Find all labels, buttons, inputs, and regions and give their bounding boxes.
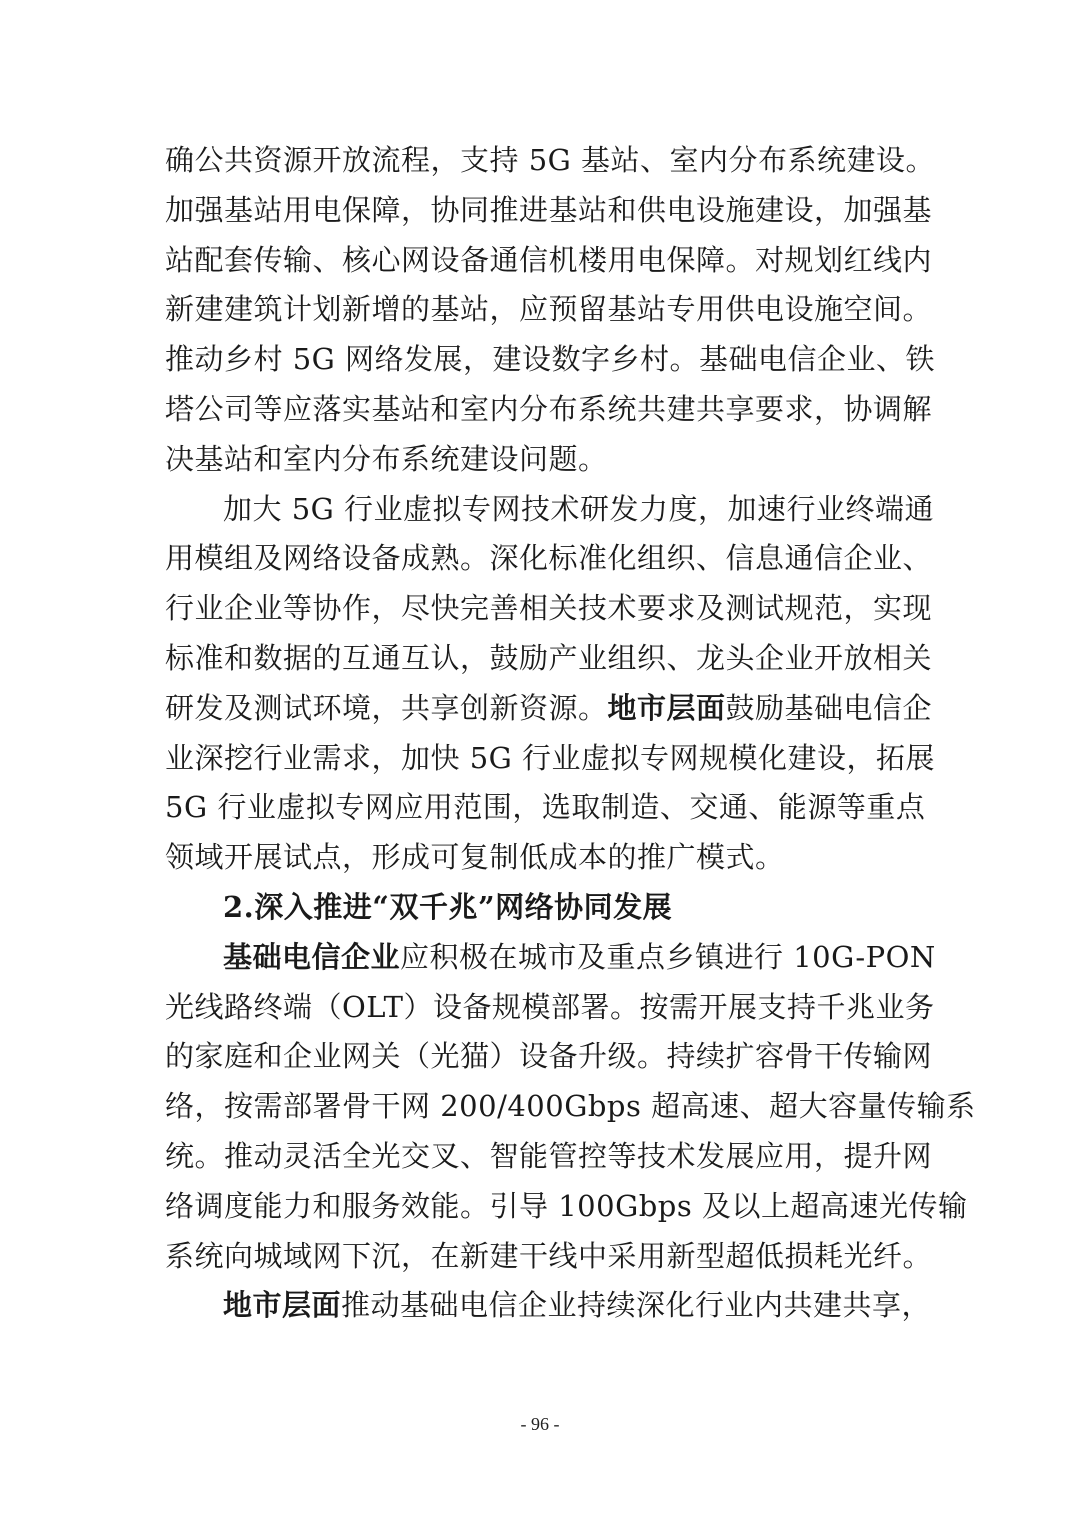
text-line: 加强基站用电保障，协同推进基站和供电设施建设，加强基 <box>165 192 933 227</box>
body-text <box>165 136 976 1331</box>
text-line: 站配套传输、核心网设备通信机楼用电保障。对规划红线内 <box>165 242 933 277</box>
text-line: 系统向城域网下沉，在新建干线中采用新型超低损耗光纤。 <box>165 1238 933 1273</box>
bold-term: 地市层面 <box>223 1288 342 1323</box>
text-line <box>165 933 936 983</box>
text-line: 络调度能力和服务效能。引导 100Gbps 及以上超高速光传输 <box>165 1188 968 1223</box>
text-line: 塔公司等应落实基站和室内分布系统共建共享要求，协调解 <box>165 391 933 426</box>
text-line: 用模组及网络设备成熟。深化标准化组织、信息通信企业、 <box>165 541 933 576</box>
text-line: 5G 行业虚拟专网应用范围，选取制造、交通、能源等重点 <box>165 790 926 825</box>
text-line: 统。推动灵活全光交叉、智能管控等技术发展应用，提升网 <box>165 1138 933 1173</box>
text-line: 光线路终端（OLT）设备规模部署。按需开展支持千兆业务 <box>165 989 935 1024</box>
text-segment: 应积极在城市及重点乡镇进行 10G-PON <box>400 939 936 974</box>
section-heading: 2.深入推进“双千兆”网络协同发展 <box>223 889 673 924</box>
bold-term: 地市层面 <box>607 690 726 725</box>
text-line: 推动乡村 5G 网络发展，建设数字乡村。基础电信企业、铁 <box>165 342 936 377</box>
text-line: 新建建筑计划新增的基站，应预留基站专用供电设施空间。 <box>165 292 933 327</box>
text-line: 领域开展试点，形成可复制低成本的推广模式。 <box>165 840 785 875</box>
text-segment: 研发及测试环境，共享创新资源。 <box>165 690 608 725</box>
text-line: 的家庭和企业网关（光猫）设备升级。持续扩容骨干传输网 <box>165 1039 933 1074</box>
text-segment: 推动基础电信企业持续深化行业内共建共享， <box>341 1288 932 1323</box>
text-line: 标准和数据的互通互认，鼓励产业组织、龙头企业开放相关 <box>165 640 933 675</box>
text-line <box>165 684 933 734</box>
text-line: 行业企业等协作，尽快完善相关技术要求及测试规范，实现 <box>165 591 933 626</box>
text-line: 加大 5G 行业虚拟专网技术研发力度，加速行业终端通 <box>223 491 935 526</box>
text-line: 决基站和室内分布系统建设问题。 <box>165 441 608 476</box>
text-line: 络，按需部署骨干网 200/400Gbps 超高速、超大容量传输系 <box>165 1089 976 1124</box>
text-segment: 鼓励基础电信企 <box>725 690 933 725</box>
page-number: - 96 - <box>520 1414 560 1434</box>
text-line <box>165 1281 932 1331</box>
text-line: 业深挖行业需求，加快 5G 行业虚拟专网规模化建设，拓展 <box>165 740 936 775</box>
text-line: 确公共资源开放流程，支持 5G 基站、室内分布系统建设。 <box>165 143 936 177</box>
bold-term: 基础电信企业 <box>223 939 401 974</box>
